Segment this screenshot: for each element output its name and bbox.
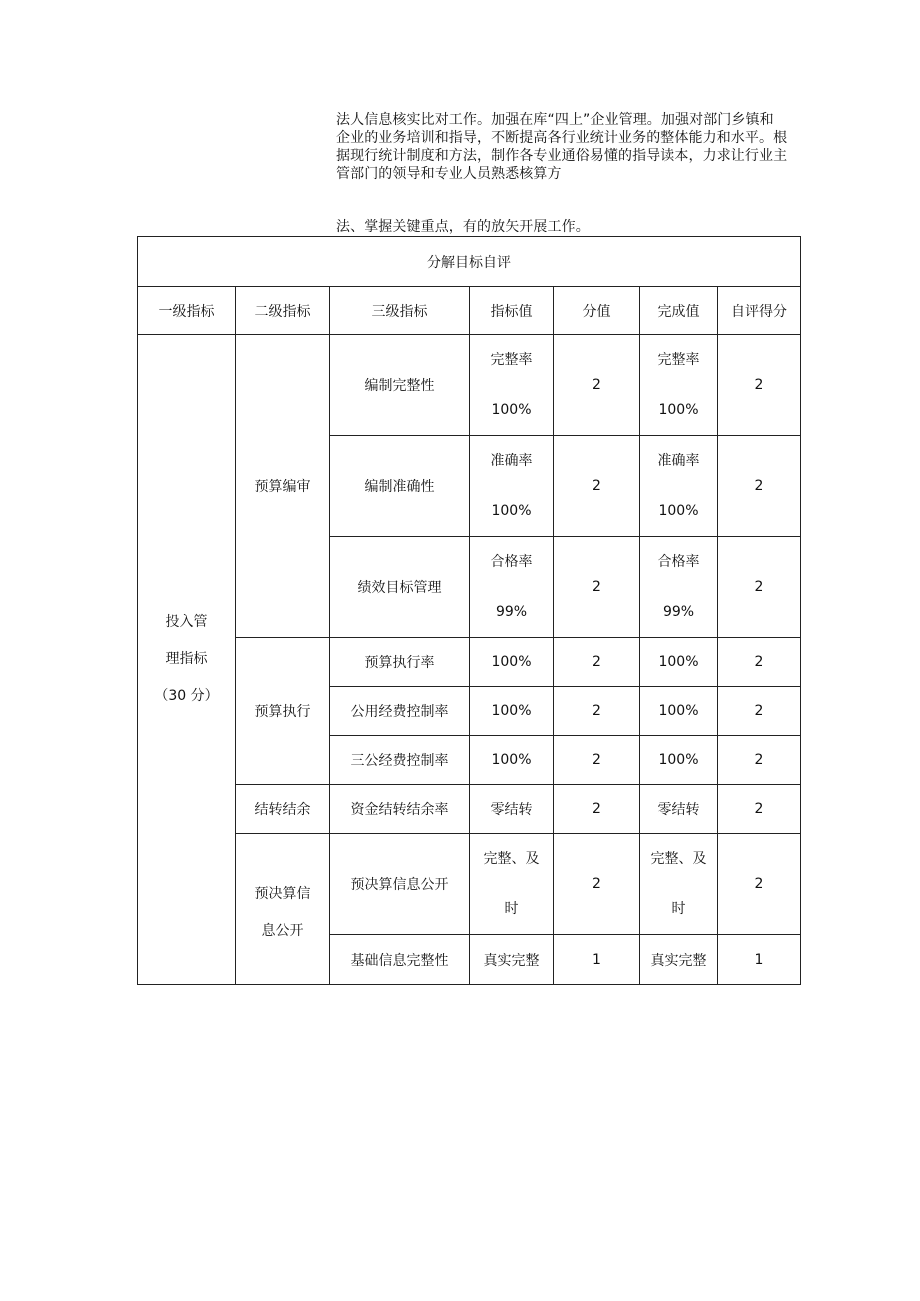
self-score-cell: 2 bbox=[718, 436, 801, 537]
completion-cell: 完整、及 时 bbox=[640, 834, 718, 935]
table-row bbox=[138, 335, 801, 436]
table-row bbox=[138, 834, 801, 935]
target-cell: 准确率 100% bbox=[470, 436, 554, 537]
level3-cell: 编制准确性 bbox=[330, 436, 470, 537]
self-score-cell: 2 bbox=[718, 785, 801, 834]
intro-paragraph-2: 法、掌握关键重点，有的放矢开展工作。 bbox=[336, 219, 590, 235]
target-cell: 完整、及 时 bbox=[470, 834, 554, 935]
header-level1: 一级指标 bbox=[138, 287, 236, 335]
level3-cell: 预决算信息公开 bbox=[330, 834, 470, 935]
score-cell: 2 bbox=[554, 537, 640, 638]
table-row bbox=[138, 638, 801, 687]
header-level3: 三级指标 bbox=[330, 287, 470, 335]
completion-cell: 真实完整 bbox=[640, 935, 718, 985]
level3-cell: 公用经费控制率 bbox=[330, 687, 470, 736]
self-evaluation-table bbox=[137, 236, 801, 985]
completion-cell: 准确率 100% bbox=[640, 436, 718, 537]
group-budget-review: 预算编审 bbox=[236, 335, 330, 638]
target-cell: 完整率 100% bbox=[470, 335, 554, 436]
self-score-cell: 2 bbox=[718, 736, 801, 785]
level3-cell: 基础信息完整性 bbox=[330, 935, 470, 985]
self-score-cell: 2 bbox=[718, 687, 801, 736]
table-header-row bbox=[138, 287, 801, 335]
target-cell: 100% bbox=[470, 638, 554, 687]
group-disclosure: 预决算信 息公开 bbox=[236, 834, 330, 985]
self-score-cell: 2 bbox=[718, 638, 801, 687]
header-level2: 二级指标 bbox=[236, 287, 330, 335]
score-cell: 1 bbox=[554, 935, 640, 985]
header-target: 指标值 bbox=[470, 287, 554, 335]
self-score-cell: 2 bbox=[718, 834, 801, 935]
level3-cell: 编制完整性 bbox=[330, 335, 470, 436]
level1-indicator: 投入管 理指标 （30 分） bbox=[138, 335, 236, 985]
completion-cell: 100% bbox=[640, 687, 718, 736]
target-cell: 零结转 bbox=[470, 785, 554, 834]
target-cell: 100% bbox=[470, 736, 554, 785]
target-cell: 合格率 99% bbox=[470, 537, 554, 638]
score-cell: 2 bbox=[554, 436, 640, 537]
completion-cell: 合格率 99% bbox=[640, 537, 718, 638]
group-budget-execution: 预算执行 bbox=[236, 638, 330, 785]
table-title-row bbox=[138, 237, 801, 287]
score-cell: 2 bbox=[554, 736, 640, 785]
completion-cell: 100% bbox=[640, 736, 718, 785]
score-cell: 2 bbox=[554, 335, 640, 436]
target-cell: 真实完整 bbox=[470, 935, 554, 985]
intro-paragraph-1: 法人信息核实比对工作。加强在库“四上”企业管理。加强对部门乡镇和 企业的业务培训和指导，不断提高各行业统计业务的整体能力和水平。根 据现行统计制度和方法，制作各专业通俗易懂的指导读本，力求让行业主 管部门的领导和专业人员熟悉核算方 bbox=[336, 112, 788, 182]
self-score-cell: 2 bbox=[718, 335, 801, 436]
header-self-score: 自评得分 bbox=[718, 287, 801, 335]
level3-cell: 资金结转结余率 bbox=[330, 785, 470, 834]
table-title: 分解目标自评 bbox=[138, 237, 801, 287]
level3-cell: 预算执行率 bbox=[330, 638, 470, 687]
level3-cell: 三公经费控制率 bbox=[330, 736, 470, 785]
score-cell: 2 bbox=[554, 687, 640, 736]
completion-cell: 完整率 100% bbox=[640, 335, 718, 436]
self-score-cell: 2 bbox=[718, 537, 801, 638]
table-row bbox=[138, 785, 801, 834]
score-cell: 2 bbox=[554, 834, 640, 935]
level3-cell: 绩效目标管理 bbox=[330, 537, 470, 638]
target-cell: 100% bbox=[470, 687, 554, 736]
self-score-cell: 1 bbox=[718, 935, 801, 985]
completion-cell: 100% bbox=[640, 638, 718, 687]
completion-cell: 零结转 bbox=[640, 785, 718, 834]
score-cell: 2 bbox=[554, 785, 640, 834]
group-carryover: 结转结余 bbox=[236, 785, 330, 834]
score-cell: 2 bbox=[554, 638, 640, 687]
header-completion: 完成值 bbox=[640, 287, 718, 335]
header-score: 分值 bbox=[554, 287, 640, 335]
